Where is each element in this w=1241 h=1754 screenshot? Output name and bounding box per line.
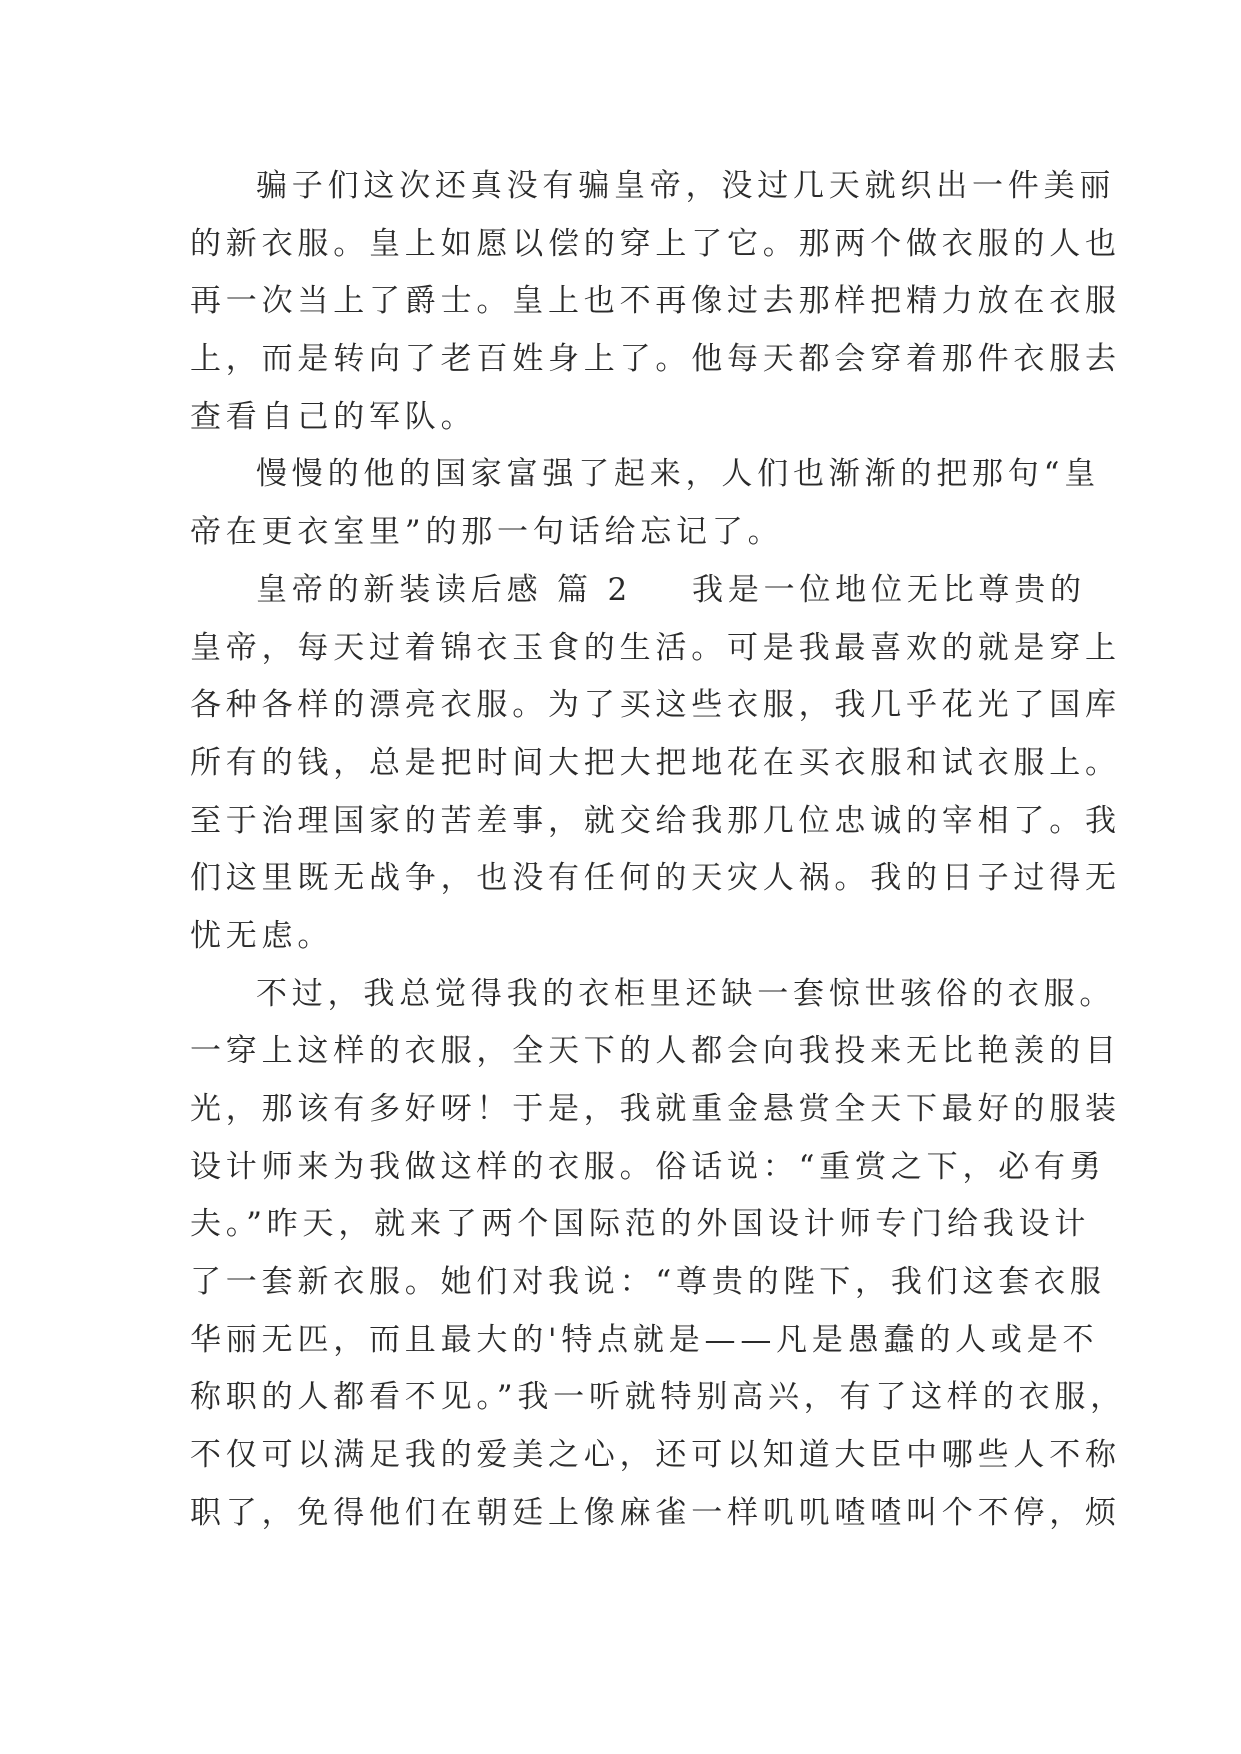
paragraph-line: 查看自己的军队。 [190,398,477,435]
paragraph-line: 夫。”昨天，就来了两个国际范的外国设计师专门给我设计 [190,1206,1091,1243]
paragraph-line: 华丽无匹，而且最大的'特点就是——凡是愚蠢的人或是不 [190,1321,1099,1358]
paragraph-line: 各种各样的漂亮衣服。为了买这些衣服，我几乎花光了国库 [190,687,1121,724]
paragraph-line: 光，那该有多好呀！于是，我就重金悬赏全天下最好的服装 [190,1091,1121,1127]
paragraph-line: 上，而是转向了老百姓身上了。他每天都会穿着那件衣服去 [190,341,1121,378]
paragraph-line: 帝在更衣室里”的那一句话给忘记了。 [190,514,784,551]
paragraph-line: 忧无虑。 [190,917,334,954]
paragraph-line: 所有的钱，总是把时间大把大把地花在买衣服和试衣服上。 [190,744,1121,781]
section-heading: 皇帝的新装读后感 篇 2 [256,571,633,608]
paragraph-line: 称职的人都看不见。”我一听就特别高兴，有了这样的衣服， [190,1379,1126,1416]
paragraph-line: 一穿上这样的衣服，全天下的人都会向我投来无比艳羡的目 [190,1033,1121,1070]
paragraph-line: 皇帝，每天过着锦衣玉食的生活。可是我最喜欢的就是穿上 [190,629,1121,666]
paragraph-line: 的新衣服。皇上如愿以偿的穿上了它。那两个做衣服的人也 [190,225,1121,262]
paragraph-line: 至于治理国家的苦差事，就交给我那几位忠诚的宰相了。我 [190,802,1121,839]
paragraph-line: 了一套新衣服。她们对我说：“尊贵的陛下，我们这套衣服 [190,1264,1106,1301]
paragraph-line: 职了，免得他们在朝廷上像麻雀一样叽叽喳喳叫个不停，烦 [190,1494,1121,1531]
paragraph-line: 再一次当上了爵士。皇上也不再像过去那样把精力放在衣服 [190,283,1121,320]
paragraph-line: 不过，我总觉得我的衣柜里还缺一套惊世骇俗的衣服。 [256,975,1116,1012]
section-heading-line [190,562,1086,620]
paragraph-line: 设计师来为我做这样的衣服。俗话说：“重赏之下，必有勇 [190,1148,1106,1185]
document-body [190,158,1126,1543]
paragraph-line: 骗子们这次还真没有骗皇帝，没过几天就织出一件美丽 [256,168,1116,204]
paragraph-line: 慢慢的他的国家富强了起来，人们也渐渐的把那句“皇 [256,456,1101,493]
paragraph-line-start: 我是一位地位无比尊贵的 [692,571,1086,608]
paragraph-line: 们这里既无战争，也没有任何的天灾人祸。我的日子过得无 [190,860,1121,897]
paragraph-line: 不仅可以满足我的爱美之心，还可以知道大臣中哪些人不称 [190,1437,1121,1474]
